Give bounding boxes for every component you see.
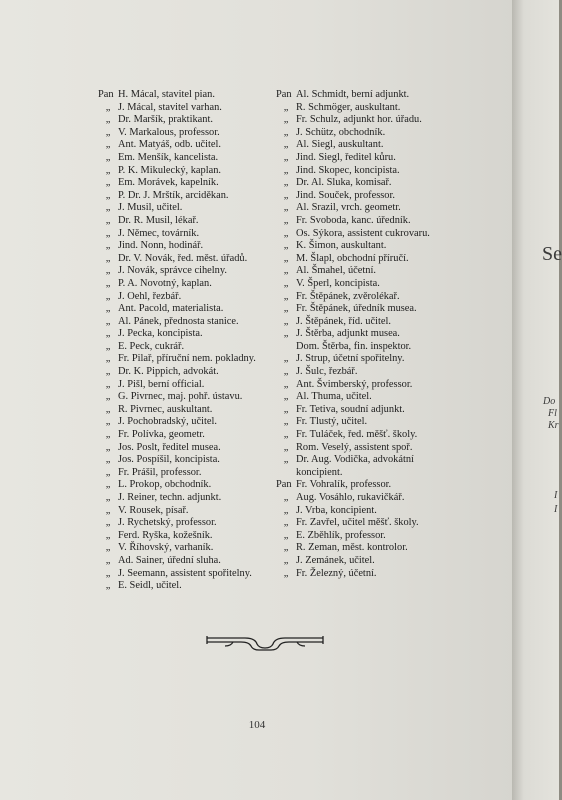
list-item: [98, 291, 268, 304]
list-item: [98, 177, 268, 190]
entry-prefix: „: [283, 567, 289, 579]
entry-prefix: „: [105, 454, 111, 466]
entry-text: J. Seemann, assistent spořitelny.: [118, 567, 252, 579]
entry-text: Ant. Pacold, materialista.: [118, 303, 224, 315]
list-item: [98, 114, 268, 127]
entry-prefix: „: [105, 403, 111, 415]
list-item: [276, 391, 476, 404]
entry-text: Ant. Matyáš, odb. učitel.: [118, 139, 222, 151]
list-item: [98, 228, 268, 241]
entry-prefix: „: [283, 290, 289, 302]
list-item: [276, 102, 476, 115]
list-item: [276, 240, 476, 253]
entry-text: G. Pivrnec, maj. pohř. ústavu.: [118, 391, 243, 403]
entry-text: J. Šulc, řezbář.: [296, 366, 358, 378]
list-item: [276, 127, 476, 140]
list-item: [276, 202, 476, 215]
entry-text: Fr. Schulz, adjunkt hor. úřadu.: [296, 114, 422, 126]
entry-prefix: „: [105, 202, 111, 214]
entry-text: R. Schmöger, auskultant.: [296, 101, 401, 113]
entry-prefix: „: [105, 580, 111, 592]
list-item: [276, 479, 476, 492]
list-item: [98, 353, 268, 366]
entry-text: Jind. Nonn, hodinář.: [118, 240, 204, 252]
entry-text: Fr. Tetiva, soudní adjunkt.: [296, 403, 405, 415]
entry-text: Al. Thuma, učitel.: [296, 391, 372, 403]
list-item: [98, 253, 268, 266]
entry-text: Dr. R. Musil, lékař.: [118, 214, 199, 226]
entry-text: Al. Siegl, auskultant.: [296, 139, 384, 151]
entry-prefix: „: [283, 454, 289, 466]
entry-text: E. Peck, cukrář.: [118, 340, 185, 352]
entry-text: J. Němec, továrník.: [118, 227, 200, 239]
list-item: [98, 467, 268, 480]
next-page-fragment: Se: [542, 243, 562, 265]
entry-text: Ant. Švimberský, professor.: [296, 378, 413, 390]
entry-text: Dr. K. Pippich, advokát.: [118, 366, 219, 378]
entry-prefix: „: [283, 114, 289, 126]
list-item: [276, 253, 476, 266]
entry-prefix: „: [105, 479, 111, 491]
list-item: [276, 139, 476, 152]
entry-text: Fr. Železný, účetní.: [296, 567, 377, 579]
list-item: [276, 341, 476, 354]
entry-prefix: „: [105, 441, 111, 453]
entry-prefix: „: [283, 227, 289, 239]
entry-prefix: „: [105, 378, 111, 390]
entry-prefix: „: [283, 240, 289, 252]
list-item: [276, 190, 476, 203]
entry-prefix: „: [105, 391, 111, 403]
list-item: [98, 102, 268, 115]
entry-text: Dr. V. Novák, řed. měst. úřadů.: [118, 252, 248, 264]
list-item: [276, 467, 476, 480]
entry-prefix: „: [105, 353, 111, 365]
list-item: [98, 416, 268, 429]
entry-text: J. Rychetský, professor.: [118, 517, 217, 529]
entry-text: R. Pivrnec, auskultant.: [118, 403, 213, 415]
entry-prefix: „: [105, 114, 111, 126]
entry-prefix: „: [283, 252, 289, 264]
list-item: [276, 177, 476, 190]
entry-text: E. Seidl, učitel.: [118, 580, 182, 592]
entry-text: Aug. Vosáhlo, rukavičkář.: [296, 492, 405, 503]
entry-text: J. Schütz, obchodník.: [296, 126, 386, 138]
entry-prefix: „: [105, 214, 111, 226]
entry-prefix: „: [105, 315, 111, 327]
entry-prefix: „: [283, 403, 289, 415]
entry-prefix: „: [105, 429, 111, 441]
member-list-right-column: [276, 89, 476, 580]
entry-text: J. Zemánek, učitel.: [296, 554, 375, 566]
list-item: [98, 442, 268, 455]
entry-text: E. Zběhlík, professor.: [296, 529, 386, 541]
entry-prefix: „: [283, 504, 289, 516]
list-item: [98, 391, 268, 404]
list-item: [276, 555, 476, 568]
entry-text: Fr. Zavřel, učitel měšť. školy.: [296, 517, 419, 529]
entry-prefix: „: [105, 290, 111, 302]
list-item: [276, 404, 476, 417]
entry-prefix: „: [105, 277, 111, 289]
entry-prefix: „: [283, 177, 289, 189]
list-item: [98, 303, 268, 316]
list-item: [98, 240, 268, 253]
entry-text: J. Oehl, řezbář.: [118, 290, 182, 302]
list-item: [276, 152, 476, 165]
entry-text: P. Dr. J. Mrštík, arciděkan.: [118, 189, 229, 201]
entry-text: V. Říhovský, varhaník.: [118, 542, 214, 554]
entry-text: J. Pecka, koncipista.: [118, 328, 203, 340]
entry-text: Dr. Al. Sluka, komisař.: [296, 177, 392, 189]
entry-prefix: „: [105, 101, 111, 113]
entry-prefix: „: [105, 492, 111, 503]
entry-prefix: „: [283, 101, 289, 113]
entry-prefix: „: [283, 189, 289, 201]
entry-prefix: „: [105, 328, 111, 340]
entry-prefix: „: [105, 466, 111, 478]
list-item: [98, 265, 268, 278]
list-item: [98, 89, 268, 102]
entry-prefix: „: [105, 240, 111, 252]
entry-text: Ad. Sainer, úřední sluha.: [118, 554, 221, 566]
entry-prefix: „: [105, 542, 111, 554]
entry-text: Al. Pánek, přednosta stanice.: [118, 315, 239, 327]
list-item: [276, 492, 476, 505]
entry-prefix: „: [105, 189, 111, 201]
list-item: [276, 442, 476, 455]
entry-prefix: „: [283, 391, 289, 403]
list-item: [276, 215, 476, 228]
entry-prefix: „: [105, 340, 111, 352]
entry-prefix: „: [283, 214, 289, 226]
entry-text: Dr. Aug. Vodička, advokátní: [296, 454, 414, 466]
list-item: [276, 291, 476, 304]
entry-text: L. Prokop, obchodník.: [118, 479, 212, 491]
list-item: [98, 404, 268, 417]
list-item: [276, 265, 476, 278]
next-page-fragment: Fl: [548, 408, 557, 419]
entry-text: V. Markalous, professor.: [118, 126, 220, 138]
list-item: [98, 152, 268, 165]
entry-text: Fr. Tuláček, řed. měšť. školy.: [296, 429, 418, 441]
entry-prefix: „: [105, 366, 111, 378]
entry-prefix: „: [283, 139, 289, 151]
adjacent-page-edge: [512, 0, 562, 800]
entry-prefix: „: [283, 303, 289, 315]
entry-prefix: „: [283, 265, 289, 277]
entry-prefix: „: [283, 151, 289, 163]
list-item: [98, 517, 268, 530]
entry-prefix: „: [105, 416, 111, 428]
entry-prefix: „: [105, 554, 111, 566]
list-item: [98, 379, 268, 392]
entry-prefix: „: [105, 529, 111, 541]
entry-text: Os. Sýkora, assistent cukrovaru.: [296, 227, 430, 239]
list-item: [98, 479, 268, 492]
list-item: [98, 202, 268, 215]
entry-prefix: „: [283, 277, 289, 289]
entry-prefix: „: [105, 227, 111, 239]
next-page-fragment: I: [554, 490, 558, 501]
list-item: [276, 89, 476, 102]
entry-prefix: „: [283, 164, 289, 176]
entry-text: Fr. Polívka, geometr.: [118, 429, 205, 441]
list-item: [276, 517, 476, 530]
entry-text: J. Štěpánek, říd. učitel.: [296, 315, 391, 327]
next-page-fragment: Kr: [548, 420, 559, 431]
entry-text: J. Štěrba, adjunkt musea.: [296, 328, 400, 340]
entry-prefix: „: [283, 315, 289, 327]
entry-text: Fr. Štěpánek, zvěrolékař.: [296, 290, 400, 302]
entry-text: K. Šimon, auskultant.: [296, 240, 387, 252]
entry-text: P. K. Mikulecký, kaplan.: [118, 164, 222, 176]
list-item: [98, 555, 268, 568]
member-list-left-column: [98, 89, 268, 593]
list-item: [98, 190, 268, 203]
list-item: [276, 114, 476, 127]
list-item: [98, 278, 268, 291]
list-item: [276, 530, 476, 543]
entry-text: Jind. Siegl, ředitel kůru.: [296, 151, 396, 163]
entry-prefix: „: [283, 353, 289, 365]
entry-text: J. Vrba, koncipient.: [296, 504, 377, 516]
list-item: [276, 366, 476, 379]
entry-prefix: „: [283, 529, 289, 541]
list-item: [276, 454, 476, 467]
entry-prefix: „: [283, 492, 289, 503]
entry-text: J. Pochobradský, učitel.: [118, 416, 217, 428]
entry-prefix: „: [283, 378, 289, 390]
entry-text: Fr. Prášil, professor.: [118, 466, 202, 478]
entry-prefix: „: [283, 554, 289, 566]
entry-text: Jos. Poslt, ředitel musea.: [118, 441, 221, 453]
list-item: [276, 568, 476, 581]
entry-prefix: „: [283, 542, 289, 554]
entry-text: J. Musil, učitel.: [118, 202, 183, 214]
entry-text: Em. Menšík, kancelista.: [118, 151, 219, 163]
entry-text: Fr. Svoboda, kanc. úředník.: [296, 214, 411, 226]
entry-text: R. Zeman, měst. kontrolor.: [296, 542, 408, 554]
entry-prefix: „: [105, 164, 111, 176]
list-item: [98, 505, 268, 518]
list-item: [98, 127, 268, 140]
entry-text: Al. Schmidt, berní adjunkt.: [296, 89, 410, 100]
entry-text: Fr. Pilař, příruční nem. pokladny.: [118, 353, 256, 365]
list-item: [276, 228, 476, 241]
entry-prefix: „: [105, 139, 111, 151]
entry-text: Rom. Veselý, assistent spoř.: [296, 441, 413, 453]
entry-prefix: „: [105, 265, 111, 277]
list-item: [276, 303, 476, 316]
entry-prefix: „: [105, 567, 111, 579]
list-item: [98, 580, 268, 593]
entry-prefix: „: [283, 441, 289, 453]
entry-text: Dom. Štěrba, fin. inspektor.: [296, 340, 412, 352]
list-item: [276, 429, 476, 442]
list-item: [276, 379, 476, 392]
entry-text: Em. Morávek, kapelník.: [118, 177, 219, 189]
entry-prefix: Pan: [276, 89, 292, 100]
list-item: [276, 316, 476, 329]
entry-prefix: „: [105, 517, 111, 529]
entry-text: koncipient.: [296, 466, 343, 478]
list-item: [276, 542, 476, 555]
entry-text: M. Šlapl, obchodní příručí.: [296, 252, 409, 264]
entry-prefix: „: [283, 202, 289, 214]
entry-text: J. Mácal, stavitel varhan.: [118, 101, 222, 113]
entry-prefix: „: [283, 126, 289, 138]
list-item: [276, 165, 476, 178]
entry-text: Jos. Pospíšil, koncipista.: [118, 454, 220, 466]
list-item: [98, 165, 268, 178]
entry-text: Fr. Štěpánek, úředník musea.: [296, 303, 417, 315]
entry-text: Jind. Souček, professor.: [296, 189, 395, 201]
entry-text: Al. Srazil, vrch. geometr.: [296, 202, 401, 214]
entry-prefix: „: [283, 366, 289, 378]
entry-text: V. Rousek, písař.: [118, 504, 189, 516]
entry-text: J. Strup, účetní spořitelny.: [296, 353, 405, 365]
entry-prefix: „: [105, 151, 111, 163]
entry-text: J. Novák, správce cihelny.: [118, 265, 227, 277]
entry-text: Jind. Skopec, koncipista.: [296, 164, 400, 176]
list-item: [98, 542, 268, 555]
entry-prefix: „: [105, 126, 111, 138]
entry-prefix: „: [283, 429, 289, 441]
list-item: [276, 328, 476, 341]
entry-prefix: Pan: [276, 479, 292, 491]
entry-prefix: „: [105, 252, 111, 264]
entry-text: H. Mácal, stavitel pian.: [118, 89, 215, 100]
entry-text: Dr. Maršík, praktikant.: [118, 114, 213, 126]
entry-text: J. Pišl, berní official.: [118, 378, 205, 390]
entry-prefix: „: [283, 517, 289, 529]
entry-prefix: Pan: [98, 89, 114, 100]
list-item: [98, 568, 268, 581]
next-page-fragment: Do: [543, 396, 556, 407]
list-item: [276, 353, 476, 366]
list-item: [98, 341, 268, 354]
list-item: [98, 316, 268, 329]
entry-text: Ferd. Ryška, kožešník.: [118, 529, 213, 541]
list-item: [98, 454, 268, 467]
entry-text: Fr. Tlustý, učitel.: [296, 416, 368, 428]
entry-text: Al. Šmahel, účetní.: [296, 265, 376, 277]
entry-text: J. Reiner, techn. adjunkt.: [118, 492, 222, 503]
page-number: 104: [248, 719, 266, 731]
entry-text: V. Šperl, koncipista.: [296, 277, 380, 289]
entry-prefix: „: [105, 504, 111, 516]
list-item: [98, 429, 268, 442]
entry-text: Fr. Vohralík, professor.: [296, 479, 392, 491]
entry-prefix: „: [283, 416, 289, 428]
list-item: [98, 492, 268, 505]
next-page-fragment: I: [554, 504, 558, 515]
list-item: [98, 139, 268, 152]
entry-prefix: „: [105, 177, 111, 189]
list-item: [98, 328, 268, 341]
list-item: [98, 530, 268, 543]
entry-prefix: „: [283, 328, 289, 340]
list-item: [98, 366, 268, 379]
list-item: [276, 505, 476, 518]
list-item: [276, 416, 476, 429]
entry-text: P. A. Novotný, kaplan.: [118, 277, 212, 289]
entry-prefix: „: [105, 303, 111, 315]
list-item: [98, 215, 268, 228]
decorative-ornament: [205, 632, 325, 652]
list-item: [276, 278, 476, 291]
